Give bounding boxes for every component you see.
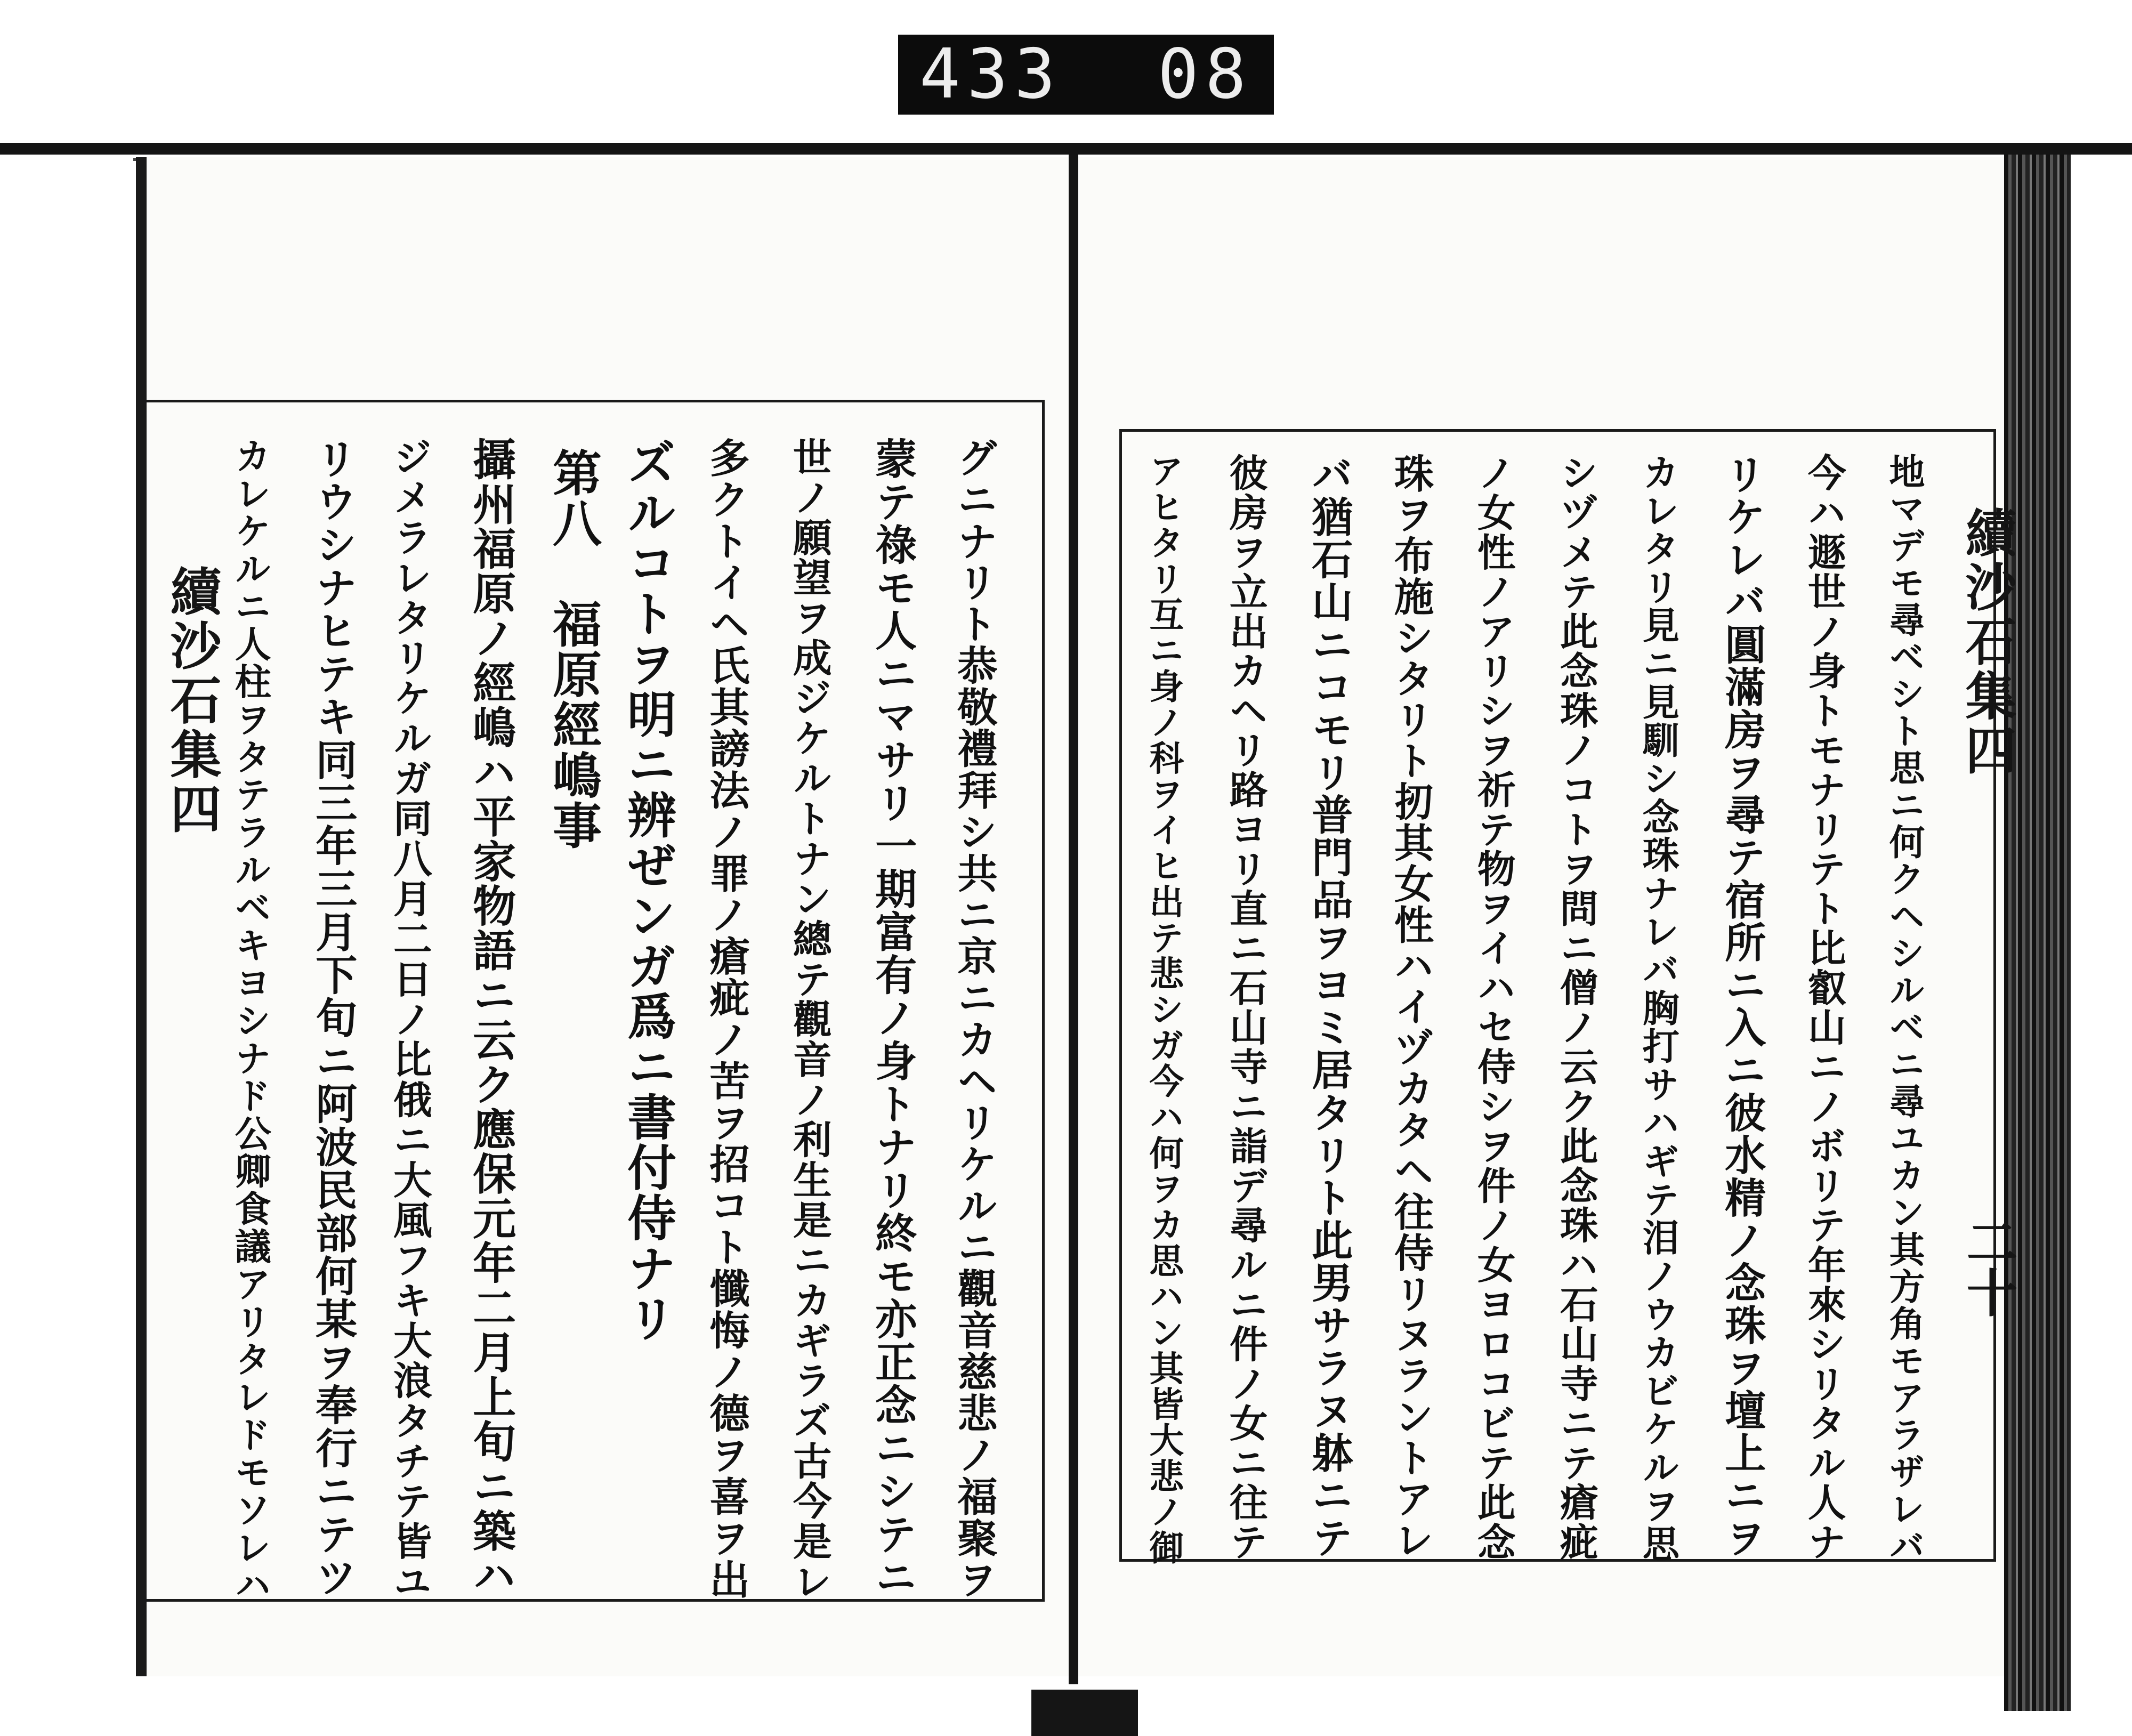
book-gutter (1069, 155, 1078, 1684)
right-column-5: シヅメテ此念珠ノコトヲ問ニ僧ノ云ク此念珠ハ石山寺ニテ瘡疵 (1553, 453, 1598, 1562)
left-margin-title: 續沙石集四 (162, 565, 222, 837)
frame-counter (898, 35, 1274, 115)
left-section-heading: 第八 福原經嶋事 (545, 448, 602, 851)
binding-top-edge (0, 143, 2132, 155)
right-page-folio: 二十 (1958, 1215, 2018, 1318)
right-column-7: 珠ヲ布施シタリト扨其女性ハイヅカタヘ往侍リヌラントアレ (1387, 453, 1435, 1561)
left-column-4: 多クトイヘ氏其謗法ノ罪ノ瘡疵ノ苦ヲ招コト懺悔ノ德ヲ喜ヲ出 (702, 437, 750, 1601)
right-column-1: 地マデモ尋ベシト思ニ何クヘシルベニ尋ユカン其方角モアラザレバ (1884, 453, 1926, 1565)
right-column-6: ノ女性ノアリシヲ祈テ物ヲイハセ侍シヲ件ノ女ヨロコビテ此念 (1471, 453, 1516, 1562)
right-column-4: カレタリ見ニ見馴シ念珠ナレバ胸打サハギテ泪ノウカビケルヲ思 (1636, 453, 1679, 1563)
frame-counter-right: 08 (1157, 35, 1253, 114)
left-column-1: グニナリト恭敬禮拜シ共ニ京ニカヘリケルニ觀音慈悲ノ福聚ヲ (950, 437, 998, 1601)
left-column-7: 攝州福原ノ經嶋ハ平家物語ニ云ク應保元年二月上旬ニ築ハ (465, 437, 516, 1598)
book-spine-edge (2004, 155, 2071, 1711)
right-column-9: 彼房ヲ立出カヘリ路ヨリ直ニ石山寺ニ詣デ尋ルニ件ノ女ニ往テ (1223, 453, 1268, 1562)
left-column-10: カレケルニ人柱ヲタテラルベキヨシナド公卿食議アリタレドモソレハ (229, 437, 272, 1604)
right-column-10: アヒタリ互ニ身ノ科ヲイヒ出テ悲シガ今ハ何ヲカ思ハン其皆大悲ノ御 (1143, 453, 1184, 1566)
left-column-2: 蒙テ祿モ人ニマサリ一期富有ノ身トナリ終モ亦正念ニシテニ (868, 437, 917, 1599)
right-column-3: リケレバ圓滿房ヲ尋テ宿所ニ入ニ彼水精ノ念珠ヲ壇上ニヲ (1718, 453, 1767, 1560)
left-column-5: ズルコトヲ明ニ辨ぜンガ爲ニ書付侍ナリ (619, 437, 677, 1344)
bottom-binding-mark (1031, 1690, 1138, 1736)
right-margin-title: 續沙石集四 (1957, 506, 2017, 778)
left-column-8: ジメラレタリケルガ同八月二日ノ比俄ニ大風フキ大浪タチテ皆ユ (386, 437, 432, 1602)
frame-counter-left: 433 (919, 35, 1062, 114)
left-column-3: 世ノ願望ヲ成ジケルトナン總テ觀音ノ利生是ニカギラズ古今是レ (786, 437, 831, 1602)
right-column-8: バ猶石山ニコモリ普門品ヲヨミ居タリト此男サラヌ躰ニテ (1305, 453, 1354, 1560)
left-column-9: リウシナヒテキ同三年三月下旬ニ阿波民部何某ヲ奉行ニテツ (309, 437, 358, 1599)
right-column-2: 今ハ遯世ノ身トモナリテト比叡山ニノボリテ年來シリタル人ナ (1801, 453, 1846, 1562)
